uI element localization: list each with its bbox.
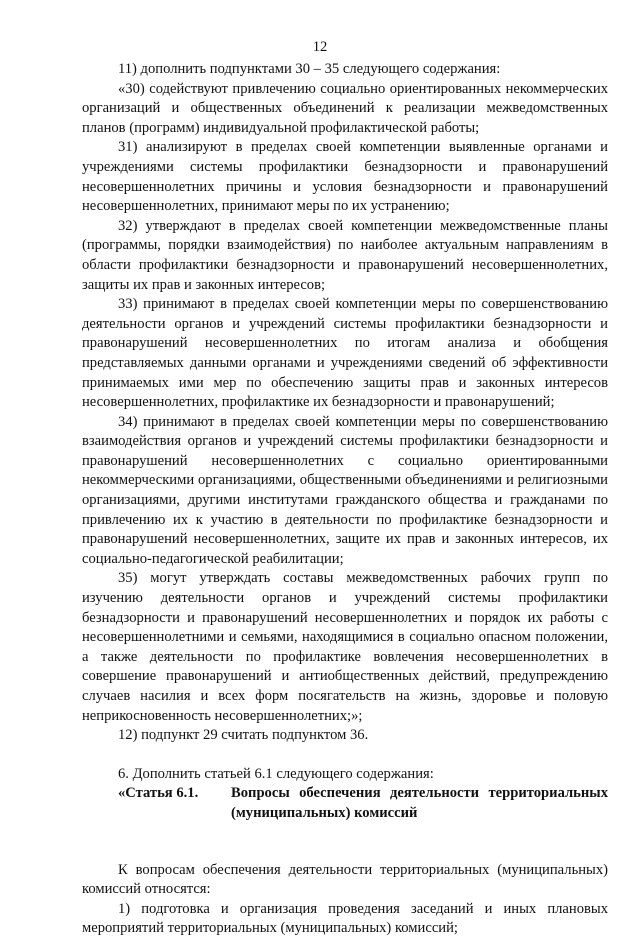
article-paragraph: 1) подготовка и организация проведения заседаний и иных плановых мероприятий территориальных (муниципальных) комиссий;	[82, 900, 608, 937]
paragraph-subitem-33: 33) принимают в пределах своей компетенции меры по совершенствованию деятельности органов и учреждений системы профилактики безнадзорности и правонарушений несовершеннолетних по итогам анализа и обобщения представляемых данными органами и учреждениями сведений об эффективности принимаемых ими мер по обеспечению защиты прав и законных интересов несовершеннолетних, профилактике их безнадзорности и правонарушений;	[82, 296, 608, 411]
paragraph-subitem-31: 31) анализируют в пределах своей компетенции выявленные органами и учреждениями системы профилактики безнадзорности и правонарушений несовершеннолетних причины и условия безнадзорности и правонарушений несовершеннолетних, принимают меры по их устранению;	[82, 139, 608, 215]
article-number: «Статья 6.1.	[118, 785, 199, 802]
document-body	[82, 60, 608, 939]
paragraph-subitem-30: «30) содействуют привлечению социально ориентированных некоммерческих организаций и общественных объединений к реализации межведомственных планов (программ) индивидуальной профилактической работы;	[82, 80, 608, 136]
article-paragraph: К вопросам обеспечения деятельности территориальных (муниципальных) комиссий относятся:	[82, 861, 608, 898]
paragraph-item-12: 12) подпункт 29 считать подпунктом 36.	[118, 727, 369, 744]
page-number: 12	[312, 39, 328, 55]
section-intro: 6. Дополнить статьей 6.1 следующего содержания:	[118, 765, 434, 782]
paragraph-subitem-35: 35) могут утверждать составы межведомственных рабочих групп по изучению деятельности органов и учреждений системы профилактики безнадзорности и правонарушений несовершеннолетних и порядок их работы с несовершеннолетними и семьями, находящимися в социально опасном положении, а также деятельности по профилактике вовлечения несовершеннолетних в совершение правонарушений и антиобщественных действий, предупреждению случаев насилия и всех форм посягательств на жизнь, здоровье и половую неприкосновенность несовершеннолетних;»;	[82, 570, 608, 724]
paragraph-item-11: 11) дополнить подпунктами 30 – 35 следующего содержания:	[118, 61, 501, 77]
spacer	[82, 824, 608, 842]
article-title: Вопросы обеспечения деятельности территориальных (муниципальных) комиссий	[231, 785, 608, 821]
article-heading	[82, 784, 608, 823]
paragraph-subitem-34: 34) принимают в пределах своей компетенции меры по совершенствованию взаимодействия органов и учреждений системы профилактики безнадзорности и правонарушений несовершеннолетних с социально ориентированными некоммерческими организациями, общественными объединениями и религиозными организациями, другими институтами гражданского общества и гражданами по привлечению их к участию в деятельности по профилактике безнадзорности и правонарушений несовершеннолетних, защите их прав и законных интересов, их социально-педагогической реабилитации;	[82, 413, 608, 567]
paragraph-subitem-32: 32) утверждают в пределах своей компетенции межведомственные планы (программы, порядки взаимодействия) по наиболее актуальным направлениям в области профилактики безнадзорности и правонарушений несовершеннолетних, защиты их прав и законных интересов;	[82, 217, 608, 293]
